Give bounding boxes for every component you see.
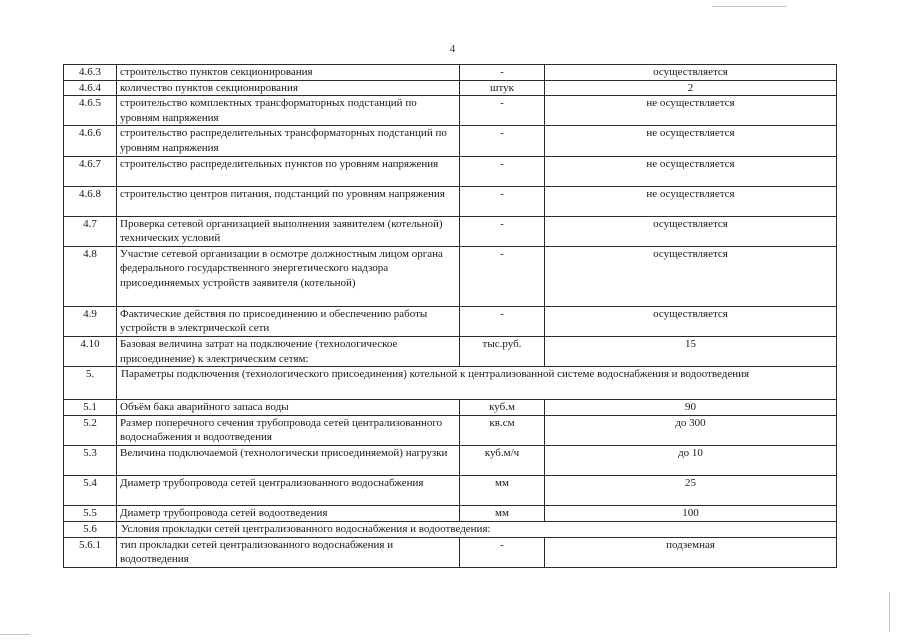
row-description: Диаметр трубопровода сетей централизованного водоснабжения <box>117 475 460 505</box>
table-row <box>64 336 837 366</box>
row-value: не осуществляется <box>545 126 837 156</box>
row-description: строительство пунктов секционирования <box>117 65 460 81</box>
row-number: 5.5 <box>64 505 117 521</box>
row-number: 5.2 <box>64 415 117 445</box>
row-value: осуществляется <box>545 246 837 306</box>
row-description: строительство распределительных пунктов по уровням напряжения <box>117 156 460 186</box>
row-number: 4.6.5 <box>64 96 117 126</box>
row-description: Проверка сетевой организацией выполнения заявителем (котельной) технических условий <box>117 216 460 246</box>
row-value: 100 <box>545 505 837 521</box>
row-value: осуществляется <box>545 65 837 81</box>
row-description: Диаметр трубопровода сетей водоотведения <box>117 505 460 521</box>
row-description: Базовая величина затрат на подключение (технологическое присоединение) к электрическим сетям: <box>117 336 460 366</box>
row-number: 4.9 <box>64 306 117 336</box>
row-value: до 300 <box>545 415 837 445</box>
row-unit: - <box>460 186 545 216</box>
row-value: не осуществляется <box>545 156 837 186</box>
row-description: строительство распределительных трансформаторных подстанций по уровням напряжения <box>117 126 460 156</box>
row-unit: куб.м/ч <box>460 445 545 475</box>
row-number: 5.3 <box>64 445 117 475</box>
table-row <box>64 96 837 126</box>
row-number: 5.1 <box>64 400 117 416</box>
table-row <box>64 216 837 246</box>
table-row <box>64 400 837 416</box>
table-row <box>64 475 837 505</box>
table-row <box>64 505 837 521</box>
row-unit: - <box>460 537 545 567</box>
row-description: Участие сетевой организации в осмотре должностным лицом органа федерального государственного энергетического надзора присоединяемых устройств заявителя (котельной) <box>117 246 460 306</box>
row-description: строительство центров питания, подстанций по уровням напряжения <box>117 186 460 216</box>
row-description: количество пунктов секционирования <box>117 80 460 96</box>
table-row <box>64 415 837 445</box>
row-description: Объём бака аварийного запаса воды <box>117 400 460 416</box>
row-value: 90 <box>545 400 837 416</box>
row-number: 4.6.3 <box>64 65 117 81</box>
row-value: подземная <box>545 537 837 567</box>
section-row <box>64 367 837 400</box>
section-title: Условия прокладки сетей централизованного водоснабжения и водоотведения: <box>117 521 837 537</box>
row-value: осуществляется <box>545 306 837 336</box>
row-number: 4.6.7 <box>64 156 117 186</box>
parameters-table <box>63 64 837 568</box>
scan-mark-bottom-left <box>0 634 30 635</box>
row-unit: штук <box>460 80 545 96</box>
table-row <box>64 65 837 81</box>
row-number: 5.4 <box>64 475 117 505</box>
table-row <box>64 445 837 475</box>
row-unit: куб.м <box>460 400 545 416</box>
row-value: не осуществляется <box>545 186 837 216</box>
row-value: 2 <box>545 80 837 96</box>
row-unit: - <box>460 156 545 186</box>
table-row <box>64 306 837 336</box>
row-number: 4.6.6 <box>64 126 117 156</box>
section-row <box>64 521 837 537</box>
row-unit: - <box>460 96 545 126</box>
table-row <box>64 156 837 186</box>
row-number: 4.10 <box>64 336 117 366</box>
row-unit: тыс.руб. <box>460 336 545 366</box>
row-value: осуществляется <box>545 216 837 246</box>
row-number: 5.6 <box>64 521 117 537</box>
row-unit: - <box>460 65 545 81</box>
row-number: 4.7 <box>64 216 117 246</box>
row-value: 15 <box>545 336 837 366</box>
row-unit: - <box>460 246 545 306</box>
row-value: до 10 <box>545 445 837 475</box>
row-number: 4.6.4 <box>64 80 117 96</box>
row-unit: мм <box>460 505 545 521</box>
row-number: 5. <box>64 367 117 400</box>
row-description: Размер поперечного сечения трубопровода сетей централизованного водоснабжения и водоотведения <box>117 415 460 445</box>
row-unit: мм <box>460 475 545 505</box>
scan-mark-top-right <box>712 6 786 7</box>
page-number: 4 <box>449 43 456 55</box>
table-row <box>64 126 837 156</box>
row-description: тип прокладки сетей централизованного водоснабжения и водоотведения <box>117 537 460 567</box>
table-body <box>64 65 837 568</box>
row-value: 25 <box>545 475 837 505</box>
scan-mark-right-edge <box>889 592 890 632</box>
row-unit: кв.см <box>460 415 545 445</box>
table-row <box>64 537 837 567</box>
row-unit: - <box>460 126 545 156</box>
row-number: 4.8 <box>64 246 117 306</box>
row-description: Величина подключаемой (технологически присоединяемой) нагрузки <box>117 445 460 475</box>
table-row <box>64 246 837 306</box>
row-unit: - <box>460 216 545 246</box>
table-row <box>64 186 837 216</box>
row-number: 5.6.1 <box>64 537 117 567</box>
row-number: 4.6.8 <box>64 186 117 216</box>
row-description: строительство комплектных трансформаторных подстанций по уровням напряжения <box>117 96 460 126</box>
row-description: Фактические действия по присоединению и обеспечению работы устройств в электрической сети <box>117 306 460 336</box>
row-value: не осуществляется <box>545 96 837 126</box>
row-unit: - <box>460 306 545 336</box>
section-title: Параметры подключения (технологического присоединения) котельной к централизованной системе водоснабжения и водоотведения <box>117 367 837 400</box>
table-row <box>64 80 837 96</box>
